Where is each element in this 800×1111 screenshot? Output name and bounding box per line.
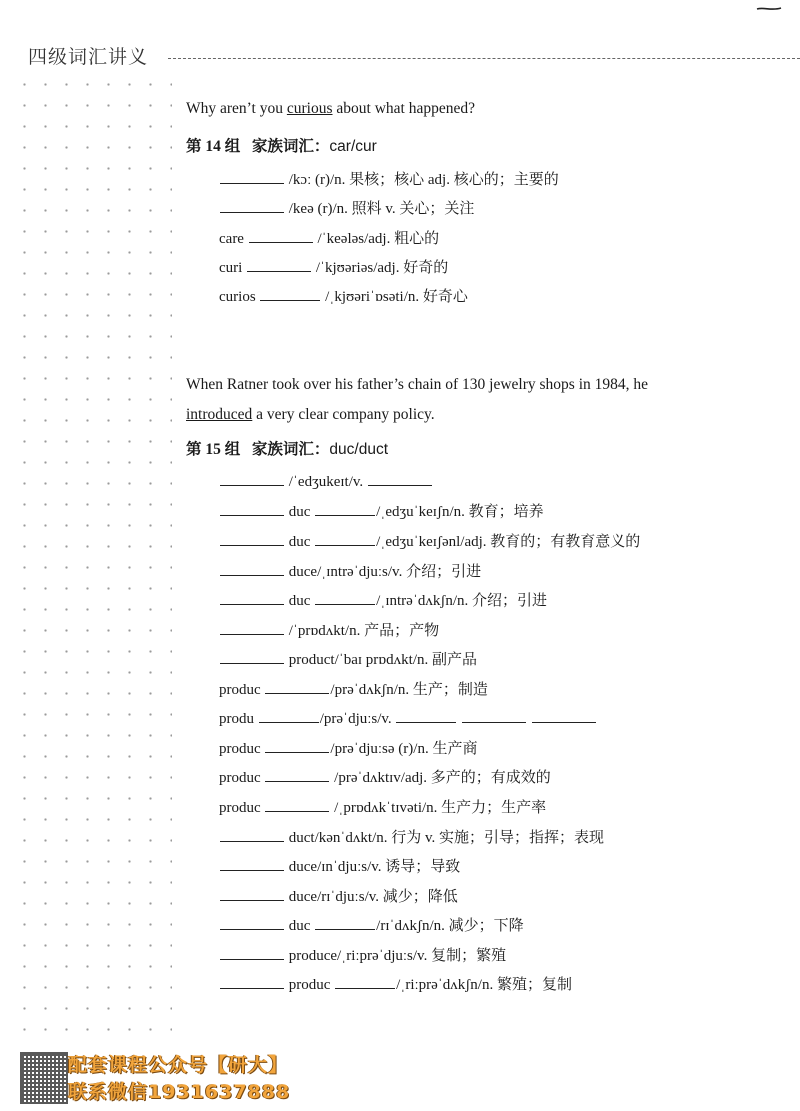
corner-pen-mark bbox=[756, 6, 782, 12]
entry-text: product/ˈbaɪ prɒdʌkt/n. 副产品 bbox=[288, 652, 477, 668]
entry-text: /ˌriːprəˈdʌkʃn/n. 繁殖；复制 bbox=[396, 977, 572, 993]
vocab-entry bbox=[219, 619, 779, 641]
fill-blank[interactable] bbox=[220, 470, 284, 486]
highlight-word: introduced bbox=[186, 406, 253, 423]
fill-blank[interactable] bbox=[265, 766, 329, 782]
entry-text: /ˌprɒdʌkˈtɪvəti/n. 生产力；生产率 bbox=[334, 800, 547, 816]
fill-blank[interactable] bbox=[462, 707, 526, 723]
vocab-entry bbox=[219, 530, 779, 552]
example-sentence-14 bbox=[186, 94, 766, 124]
entry-text: /kɔː (r)/n. 果核；核心 adj. 核心的；主要的 bbox=[288, 172, 559, 188]
fill-blank[interactable] bbox=[315, 500, 375, 516]
example-sentence-15 bbox=[186, 370, 766, 430]
sentence-text: about what happened? bbox=[332, 100, 475, 117]
entry-text: duct/kənˈdʌkt/n. 行为 v. 实施；引导；指挥；表现 bbox=[288, 830, 605, 846]
entry-text: duce/ˌɪntrəˈdjuːs/v. 介绍；引进 bbox=[288, 564, 482, 580]
root-pattern: car/cur bbox=[329, 138, 377, 155]
header-rule bbox=[168, 58, 800, 59]
vocab-entry bbox=[219, 944, 779, 966]
entry-text: duce/ɪnˈdjuːs/v. 诱导；导致 bbox=[288, 859, 461, 875]
family-label: 家族词汇： bbox=[251, 138, 330, 155]
entry-text: /rɪˈdʌkʃn/n. 减少；下降 bbox=[376, 918, 524, 934]
fill-blank[interactable] bbox=[335, 973, 395, 989]
vocab-entry bbox=[219, 766, 779, 788]
fill-blank[interactable] bbox=[396, 707, 456, 723]
fill-blank[interactable] bbox=[265, 678, 329, 694]
fill-blank[interactable] bbox=[220, 530, 284, 546]
fill-blank[interactable] bbox=[532, 707, 596, 723]
fill-blank[interactable] bbox=[265, 737, 329, 753]
entry-prefix: produc bbox=[219, 800, 261, 816]
entry-text: /ˌkjʊəriˈɒsəti/n. 好奇心 bbox=[325, 289, 468, 305]
fill-blank[interactable] bbox=[220, 885, 284, 901]
fill-blank[interactable] bbox=[220, 619, 284, 635]
fill-blank[interactable] bbox=[220, 914, 284, 930]
entry-text: /ˌedʒuˈkeɪʃn/n. 教育；培养 bbox=[376, 504, 544, 520]
vocab-entry bbox=[219, 678, 779, 700]
family-label: 家族词汇： bbox=[251, 441, 330, 458]
fill-blank[interactable] bbox=[220, 648, 284, 664]
fill-blank[interactable] bbox=[220, 944, 284, 960]
entry-text: /prəˈdjuːs/v. bbox=[319, 711, 392, 727]
entry-prefix: produc bbox=[219, 741, 261, 757]
vocab-entry bbox=[219, 560, 779, 582]
fill-blank[interactable] bbox=[220, 168, 284, 184]
dot-grid-margin bbox=[14, 74, 172, 1034]
entry-text: /ˈkjʊəriəs/adj. 好奇的 bbox=[315, 260, 449, 276]
promo-line-1: 配套课程公众号【研大】 bbox=[68, 1054, 289, 1076]
vocab-entry bbox=[219, 737, 779, 759]
entry-prefix: produc bbox=[219, 770, 261, 786]
entry-text: /prəˈdʌkʃn/n. 生产；制造 bbox=[330, 682, 488, 698]
vocab-entry bbox=[219, 796, 779, 818]
sentence-text: Why aren’t you bbox=[186, 100, 287, 117]
group-heading-15 bbox=[186, 437, 388, 459]
entry-text: /ˈedʒukeɪt/v. bbox=[288, 474, 364, 490]
fill-blank[interactable] bbox=[220, 826, 284, 842]
vocab-entry bbox=[219, 973, 779, 995]
fill-blank[interactable] bbox=[315, 530, 375, 546]
fill-blank[interactable] bbox=[247, 256, 311, 272]
vocab-entry bbox=[219, 707, 779, 729]
entry-prefix: curios bbox=[219, 289, 256, 305]
fill-blank[interactable] bbox=[315, 914, 375, 930]
fill-blank[interactable] bbox=[259, 707, 319, 723]
vocab-entry bbox=[219, 168, 779, 190]
group-number: 第 15 组 bbox=[186, 441, 241, 458]
vocab-entry bbox=[219, 470, 779, 492]
fill-blank[interactable] bbox=[315, 589, 375, 605]
fill-blank[interactable] bbox=[260, 285, 320, 301]
vocab-entry bbox=[219, 227, 779, 249]
entry-text: /ˈprɒdʌkt/n. 产品；产物 bbox=[288, 623, 440, 639]
entry-prefix: duc bbox=[288, 504, 311, 520]
promo-line-2: 联系微信1931637888 bbox=[68, 1081, 291, 1103]
vocab-entry bbox=[219, 648, 779, 670]
sentence-text: When Ratner took over his father’s chain of 130 jewelry shops in 1984, he bbox=[186, 376, 649, 393]
vocab-entry bbox=[219, 826, 779, 848]
vocab-entry bbox=[219, 256, 779, 278]
vocab-entry bbox=[219, 885, 779, 907]
fill-blank[interactable] bbox=[220, 855, 284, 871]
highlight-word: curious bbox=[286, 100, 333, 117]
entry-prefix: produc bbox=[288, 977, 331, 993]
entry-text: /keə (r)/n. 照料 v. 关心；关注 bbox=[288, 201, 475, 217]
vocab-entry bbox=[219, 285, 779, 307]
entry-prefix: duc bbox=[288, 534, 311, 550]
vocab-entry bbox=[219, 855, 779, 877]
entry-text: /prəˈdjuːsə (r)/n. 生产商 bbox=[330, 741, 478, 757]
group-number: 第 14 组 bbox=[186, 138, 241, 155]
fill-blank[interactable] bbox=[249, 227, 313, 243]
entry-text: duce/rɪˈdjuːs/v. 减少；降低 bbox=[288, 889, 458, 905]
entry-prefix: duc bbox=[288, 593, 311, 609]
fill-blank[interactable] bbox=[220, 500, 284, 516]
fill-blank[interactable] bbox=[220, 973, 284, 989]
entry-prefix: produ bbox=[219, 711, 254, 727]
vocab-entry bbox=[219, 914, 779, 936]
entry-text: /ˌedʒuˈkeɪʃənl/adj. 教育的；有教育意义的 bbox=[376, 534, 641, 550]
fill-blank[interactable] bbox=[368, 470, 432, 486]
entry-prefix: produc bbox=[219, 682, 261, 698]
entry-prefix: duc bbox=[288, 918, 311, 934]
vocab-entry bbox=[219, 500, 779, 522]
fill-blank[interactable] bbox=[265, 796, 329, 812]
entry-text: produce/ˌriːprəˈdjuːs/v. 复制；繁殖 bbox=[288, 948, 507, 964]
entry-text: /ˌɪntrəˈdʌkʃn/n. 介绍；引进 bbox=[376, 593, 547, 609]
entry-text: /prəˈdʌktɪv/adj. 多产的；有成效的 bbox=[334, 770, 551, 786]
entry-prefix: curi bbox=[219, 260, 243, 276]
page-header-title: 四级词汇讲义 bbox=[28, 46, 149, 68]
qr-code-icon[interactable] bbox=[20, 1052, 68, 1104]
group-heading-14 bbox=[186, 134, 377, 156]
root-pattern: duc/duct bbox=[329, 441, 389, 458]
entry-prefix: care bbox=[219, 231, 244, 247]
vocab-entry bbox=[219, 197, 779, 219]
vocab-entry bbox=[219, 589, 779, 611]
fill-blank[interactable] bbox=[220, 560, 284, 576]
fill-blank[interactable] bbox=[220, 197, 284, 213]
sentence-text: a very clear company policy. bbox=[252, 406, 435, 423]
entry-text: /ˈkeələs/adj. 粗心的 bbox=[317, 231, 440, 247]
footer-promo bbox=[20, 1050, 320, 1106]
fill-blank[interactable] bbox=[220, 589, 284, 605]
